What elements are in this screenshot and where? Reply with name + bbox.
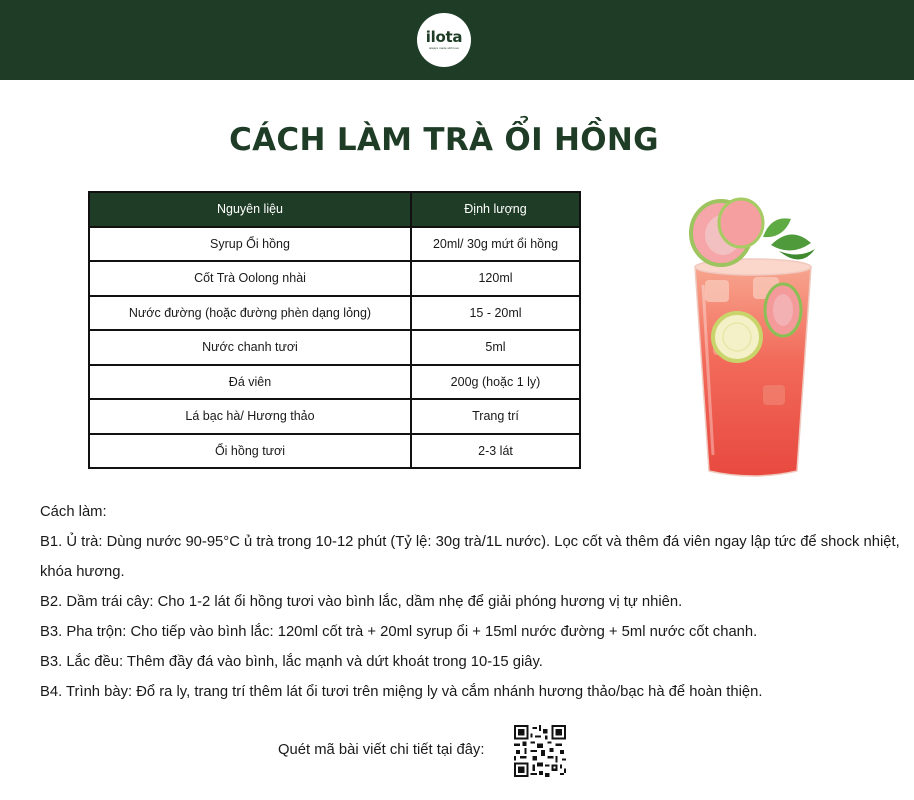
header-bar [0, 0, 914, 80]
method-step: B2. Dầm trái cây: Cho 1-2 lát ổi hồng tươi vào bình lắc, dầm nhẹ để giải phóng hương vị tự nhiên. [40, 594, 683, 610]
quantity-cell: 5ml [411, 330, 580, 365]
ingredient-cell: Lá bạc hà/ Hương thảo [89, 399, 411, 434]
ingredients-table [88, 191, 581, 469]
table-row [89, 434, 580, 469]
ingredient-cell: Syrup Ổi hồng [89, 227, 411, 262]
method-step: B3. Lắc đều: Thêm đầy đá vào bình, lắc mạnh và dứt khoát trong 10-15 giây. [40, 654, 543, 670]
quantity-cell: 2-3 lát [411, 434, 580, 469]
table-row [89, 399, 580, 434]
header-ingredient: Nguyên liệu [89, 192, 411, 227]
table-row [89, 261, 580, 296]
brand-logo-text: ilota [425, 27, 463, 46]
table-row [89, 365, 580, 400]
ingredient-cell: Nước đường (hoặc đường phèn dạng lỏng) [89, 296, 411, 331]
ingredient-cell: Đá viên [89, 365, 411, 400]
guava-tea-drink-image [683, 185, 828, 485]
quantity-cell: 15 - 20ml [411, 296, 580, 331]
table-row [89, 296, 580, 331]
table-header-row [89, 192, 580, 227]
method-section [40, 497, 900, 707]
qr-code-icon[interactable] [514, 725, 566, 777]
method-step: B4. Trình bày: Đổ ra ly, trang trí thêm lát ổi tươi trên miệng ly và cắm nhánh hương thảo/bạc hà để hoàn thiện. [40, 684, 763, 700]
table-row [89, 330, 580, 365]
quantity-cell: Trang trí [411, 399, 580, 434]
ingredient-cell: Cốt Trà Oolong nhài [89, 261, 411, 296]
quantity-cell: 120ml [411, 261, 580, 296]
method-step: B3. Pha trộn: Cho tiếp vào bình lắc: 120ml cốt trà + 20ml syrup ổi + 15ml nước đường + 5ml nước cốt chanh. [40, 624, 758, 640]
brand-logo[interactable] [417, 13, 471, 67]
qr-label: Quét mã bài viết chi tiết tại đây: [278, 742, 485, 758]
quantity-cell: 20ml/ 30g mứt ổi hồng [411, 227, 580, 262]
method-heading: Cách làm: [40, 504, 107, 520]
page-title: CÁCH LÀM TRÀ ỔI HỒNG [229, 122, 659, 158]
table-row [89, 227, 580, 262]
method-step: B1. Ủ trà: Dùng nước 90-95°C ủ trà trong 10-12 phút (Tỷ lệ: 30g trà/1L nước). Lọc cốt và thêm đá viên ngay lập tức để shock nhiệt, khóa hương. [40, 534, 900, 580]
header-quantity: Định lượng [411, 192, 580, 227]
ingredient-cell: Nước chanh tươi [89, 330, 411, 365]
quantity-cell: 200g (hoặc 1 ly) [411, 365, 580, 400]
brand-tagline: always made with love [428, 45, 459, 50]
ingredient-cell: Ổi hồng tươi [89, 434, 411, 469]
